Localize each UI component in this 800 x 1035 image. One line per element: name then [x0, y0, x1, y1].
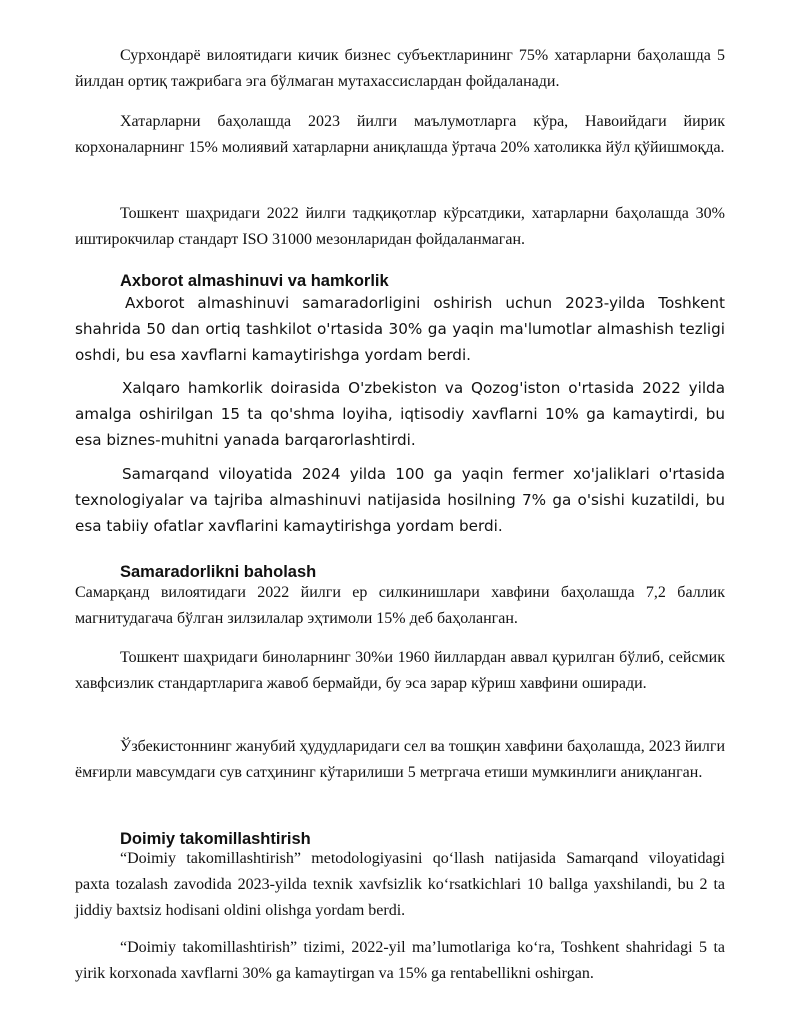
paragraph-tashkent-iso: Тошкент шаҳридаги 2022 йилги тадқиқотлар кўрсатдики, хатарларни баҳолашда 30% иштирокчилар стандарт ISO 31000 мезонларидан фойдаланмаган.	[75, 205, 725, 248]
paragraph-samarkand-farmers: Samarqand viloyatida 2024 yilda 100 ga yaqin fermer xo'jaliklari o'rtasida texnologiyalar va tajriba almashinuvi natijasida hosilning 7% ga o'sishi kuzatildi, bu esa tabiiy ofatlar xavflarini kamaytirishga yordam berdi.	[75, 465, 725, 535]
heading-continuous-improvement: Doimiy takomillashtirish	[120, 830, 311, 848]
paragraph-tashkent-buildings: Тошкент шаҳридаги биноларнинг 30%и 1960 йиллардан аввал қурилган бўлиб, сейсмик хавфсизлик стандартларига жавоб бермайди, бу эса зарар кўриш хавфини оширади.	[75, 649, 725, 692]
paragraph-cotton-plant-safety: “Doimiy takomillashtirish” metodologiyasini qo‘llash natijasida Samarqand viloyatidagi paxta tozalash zavodida 2023-yilda texnik xavfsizlik ko‘rsatkichlari 10 ballga yaxshilandi, bu 2 ta jiddiy baxtsiz hodisani oldini olishga yordam berdi.	[75, 850, 725, 919]
paragraph-samarkand-earthquake: Самарқанд вилоятидаги 2022 йилги ер силкинишлари хавфини баҳолашда 7,2 баллик магнитудагача бўлган зилзилалар эҳтимоли 15% деб баҳоланган.	[75, 584, 725, 627]
paragraph-southern-floods: Ўзбекистоннинг жанубий ҳудудларидаги сел ва тошқин хавфини баҳолашда, 2023 йилги ёмғирли мавсумдаги сув сатҳининг кўтарилиши 5 метргача етиши мумкинлиги аниқланган.	[75, 738, 725, 781]
paragraph-tashkent-enterprises: “Doimiy takomillashtirish” tizimi, 2022-yil ma’lumotlariga ko‘ra, Toshkent shahridagi 5 ta yirik korxonada xavflarni 30% ga kamaytirgan va 15% ga rentabellikni oshirgan.	[75, 939, 725, 982]
paragraph-surkhandarya-risk: Сурхондарё вилоятидаги кичик бизнес субъектларининг 75% хатарларни баҳолашда 5 йилдан ортиқ тажрибага эга бўлмаган мутахассислардан фойдаланади.	[75, 47, 725, 90]
heading-information-exchange: Axborot almashinuvi va hamkorlik	[120, 272, 389, 290]
heading-efficiency-evaluation: Samaradorlikni baholash	[120, 563, 317, 581]
paragraph-information-exchange: Axborot almashinuvi samaradorligini oshirish uchun 2023-yilda Toshkent shahrida 50 dan ortiq tashkilot o'rtasida 30% ga yaqin ma'lumotlar almashish tezligi oshdi, bu esa xavflarni kamaytirishga yordam berdi.	[75, 294, 725, 364]
paragraph-international-cooperation: Xalqaro hamkorlik doirasida O'zbekiston va Qozog'iston o'rtasida 2022 yilda amalga oshirilgan 15 ta qo'shma loyiha, iqtisodiy xavflarni 10% ga kamaytirdi, bu esa biznes-muhitni yanada barqarorlashtirdi.	[75, 379, 725, 449]
paragraph-navoi-risk: Хатарларни баҳолашда 2023 йилги маълумотларга кўра, Навоийдаги йирик корхоналарнинг 15% молиявий хатарларни аниқлашда ўртача 20% хатоликка йўл қўйишмоқда.	[75, 113, 725, 156]
